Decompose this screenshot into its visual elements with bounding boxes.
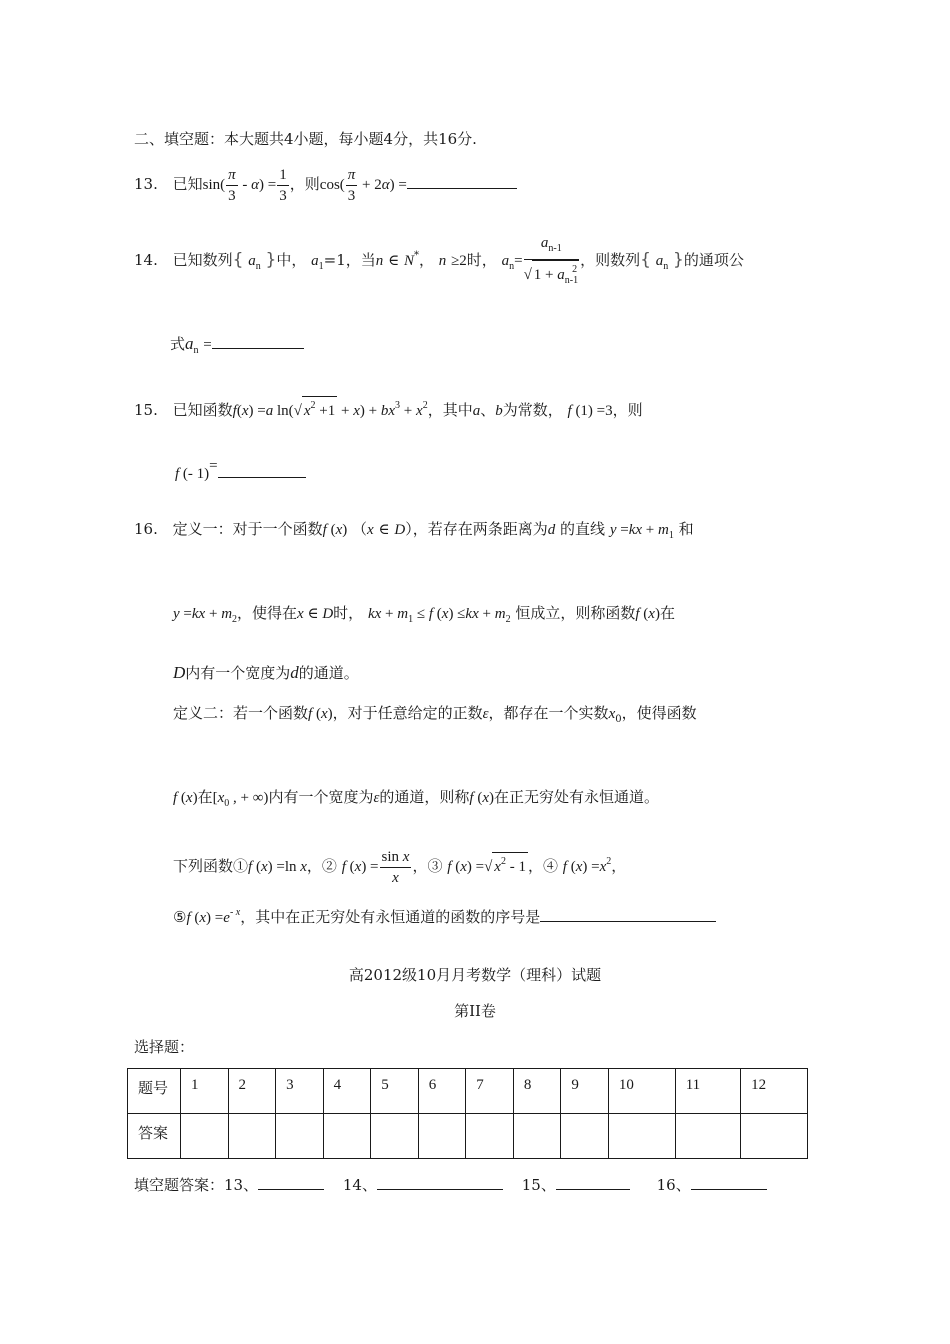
- q14-an: $a_n$: [501, 253, 515, 272]
- q16-text-j: 内有一个宽度为: [185, 664, 291, 682]
- q15-f1: f (1) =3: [567, 403, 613, 419]
- table-cell-number: 10: [608, 1069, 675, 1114]
- q16-text-i: 在: [659, 604, 675, 622]
- q15-text-5: ，则: [612, 401, 643, 419]
- table-cell-number: 7: [466, 1069, 514, 1114]
- q16-def2-a: 定义二：若一个函数: [173, 704, 309, 722]
- q16-list-intro: 下列函数: [173, 857, 234, 875]
- exam-title: 高2012级10月月考数学（理科）试题: [348, 966, 602, 984]
- table-answer-cell[interactable]: [561, 1114, 609, 1159]
- volume-label: 第II卷: [454, 1002, 496, 1020]
- table-cell-number: 5: [371, 1069, 419, 1114]
- q14-n-in-N: n: [375, 253, 384, 269]
- question-15: 15. 已知函数f(x) =a ln(√ $x^2 +1 + x) + bx^3 + x^2$，其中a、b为常数， f (1) =3，则: [134, 396, 643, 420]
- q16-def2-line1: 定义二：若一个函数f (x)，对于任意给定的正数ε，都存在一个实数$x_0$，使得函数: [173, 704, 697, 725]
- q15-number: 15.: [134, 401, 158, 419]
- q13-text-then: ，则: [289, 175, 320, 193]
- fill-answer-16-label: 16、: [656, 1176, 691, 1194]
- q16-text-k: 的通道。: [298, 664, 359, 682]
- q16-def2-f: 内有一个宽度为: [268, 788, 374, 806]
- q16-text-g: 时，: [333, 604, 364, 622]
- q14-a1: $a_1$: [311, 253, 324, 272]
- table-head-answer: 答案: [128, 1114, 181, 1159]
- q16-text-d: 的直线: [560, 520, 606, 538]
- table-answer-cell[interactable]: [276, 1114, 324, 1159]
- q16-text-c: ），若存在两条距离为: [405, 520, 548, 538]
- table-answer-cell[interactable]: [675, 1114, 740, 1159]
- fill-answer-13-blank[interactable]: [258, 1175, 324, 1190]
- table-answer-cell[interactable]: [741, 1114, 808, 1159]
- q13-expr-sin: sin( $\frac{\pi}{3}$ - α) = $\frac{1}{3}$: [202, 167, 287, 205]
- q13-expr-cos: cos( $\frac{\pi}{3}$ + 2α) =: [319, 167, 407, 205]
- table-answer-cell[interactable]: [608, 1114, 675, 1159]
- q14-text: 已知数列: [172, 251, 233, 269]
- q16-number: 16.: [134, 520, 158, 538]
- fill-answer-13-label: 13、: [224, 1176, 259, 1194]
- q16-choice-3: ，③: [412, 857, 443, 875]
- q15-text: 已知函数: [172, 401, 233, 419]
- fill-answer-14-label: 14、: [342, 1176, 377, 1194]
- fill-answer-15-label: 15、: [521, 1176, 556, 1194]
- table-cell-number: 3: [276, 1069, 324, 1114]
- q16-choice-5: ⑤: [173, 908, 187, 926]
- table-answer-cell[interactable]: [418, 1114, 466, 1159]
- q14-text-2: 中，: [276, 251, 307, 269]
- answer-table: [127, 1068, 808, 1159]
- fill-answers-label: 填空题答案：: [134, 1176, 225, 1194]
- q14-text-6: ，则数列: [580, 251, 641, 269]
- table-cell-number: 12: [741, 1069, 808, 1114]
- table-head-number: 题号: [128, 1069, 181, 1114]
- table-row-numbers: [128, 1069, 808, 1114]
- q13-number: 13.: [134, 175, 158, 193]
- table-answer-cell[interactable]: [371, 1114, 419, 1159]
- fill-answer-15-blank[interactable]: [556, 1175, 630, 1190]
- table-answer-cell[interactable]: [466, 1114, 514, 1159]
- q14-text-4: ，: [418, 251, 434, 269]
- choice-label: 选择题：: [134, 1038, 195, 1056]
- q16-def2-line2: f (x)在[$x_0$ , + ∞)内有一个宽度为ε的通道，则称f (x)在正无穷处有永恒通道。: [173, 788, 659, 809]
- q13-answer-blank[interactable]: [407, 174, 517, 189]
- q16-text-a: 定义一：对于一个函数: [172, 520, 323, 538]
- q14-text-5: 时，: [466, 251, 497, 269]
- q14-n-ge-2: n: [438, 253, 447, 269]
- table-cell-number: 2: [228, 1069, 276, 1114]
- q14-text-8: 式: [170, 335, 186, 353]
- q16-def2-c: ，都存在一个实数: [488, 704, 609, 722]
- q16-choice-4: ，④: [527, 857, 558, 875]
- section-title: 二、填空题：本大题共4小题，每小题4分，共16分.: [134, 130, 477, 148]
- q13-text: 已知: [172, 175, 203, 193]
- q14-answer-blank[interactable]: [212, 334, 304, 349]
- q14-number: 14.: [134, 251, 158, 269]
- q16-def2-e: 在: [197, 788, 213, 806]
- q14-continuation: 式$a_n$ =: [170, 333, 304, 356]
- q16-choice-2: ，②: [306, 857, 337, 875]
- table-answer-cell[interactable]: [323, 1114, 371, 1159]
- q14-text-3: =1，当: [323, 251, 376, 269]
- q16-text-f: ，使得在: [237, 604, 298, 622]
- q16-choice-1: ①: [233, 857, 249, 875]
- table-cell-number: 1: [181, 1069, 229, 1114]
- question-14: 14. 已知数列{ $a_n$ }中， $a_1=1$，当n ∈ N*， n ≥2时， $a_n=$ $\frac{a_{n-1}}{√ 1 + a_{n-1}^2}$ ，则数列{ $a_n$ }的通项公: [134, 232, 744, 291]
- q16-def2-g: 的通道，则称: [379, 788, 470, 806]
- fill-answer-16-blank[interactable]: [691, 1175, 767, 1190]
- q15-text-4: 为常数，: [502, 401, 563, 419]
- table-cell-number: 6: [418, 1069, 466, 1114]
- q15-continuation: f (- 1)=: [175, 458, 306, 483]
- fill-answers-line: [134, 1174, 767, 1195]
- q16-def1-line1: 16. 定义一：对于一个函数f (x) （x ∈ D），若存在两条距离为d 的直线 $y =kx + m_1$ 和: [134, 520, 694, 541]
- q16-text-b: （: [352, 520, 368, 538]
- q16-function-list: 下列函数①f (x) =ln x，② f (x) = $\frac{\text{sin x}}{x}$ ，③ f (x) =√ $x^2 - 1$ ，④ f $(x) =x^2$，: [173, 849, 627, 887]
- q16-def2-d: ，使得函数: [621, 704, 697, 722]
- table-cell-number: 9: [561, 1069, 609, 1114]
- fill-answer-14-blank[interactable]: [377, 1175, 503, 1190]
- table-row-answers: [128, 1114, 808, 1159]
- q14-text-7: 的通项公: [683, 251, 744, 269]
- question-13: [134, 160, 517, 209]
- q16-choice-5-line: ⑤f $(x) =e^{- x}$，其中在正无穷处有永恒通道的函数的序号是: [173, 906, 716, 927]
- q16-text-h: 恒成立，则称函数: [515, 604, 636, 622]
- q15-text-3: 、: [480, 401, 496, 419]
- q16-def1-line2: $y =kx + m_2$，使得在x ∈ D时， kx + $m_1 \le f$ $(x) \le kx + m_2$ 恒成立，则称函数f (x)在: [173, 604, 675, 625]
- q16-answer-blank[interactable]: [540, 907, 716, 922]
- q16-def1-line3: D内有一个宽度为d的通道。: [173, 663, 359, 682]
- q16-def2-h: 在正无穷处有永恒通道。: [493, 788, 659, 806]
- q15-answer-blank[interactable]: [218, 463, 306, 478]
- table-answer-cell[interactable]: [181, 1114, 229, 1159]
- q16-def2-b: ，对于任意给定的正数: [332, 704, 483, 722]
- table-cell-number: 11: [675, 1069, 740, 1114]
- q15-function-expr: f(x) =a ln(√ $x^2 +1 + x) + bx^3 + x^2$: [233, 403, 428, 419]
- q16-text-e: 和: [678, 520, 694, 538]
- table-cell-number: 8: [513, 1069, 561, 1114]
- table-answer-cell[interactable]: [513, 1114, 561, 1159]
- q16-tail-text: ，其中在正无穷处有永恒通道的函数的序号是: [240, 908, 541, 926]
- table-answer-cell[interactable]: [228, 1114, 276, 1159]
- q14-recurrence: $\frac{a_{n-1}}{√ 1 + a_{n-1}^2}$: [524, 233, 580, 290]
- table-cell-number: 4: [323, 1069, 371, 1114]
- q15-text-2: ，其中: [427, 401, 473, 419]
